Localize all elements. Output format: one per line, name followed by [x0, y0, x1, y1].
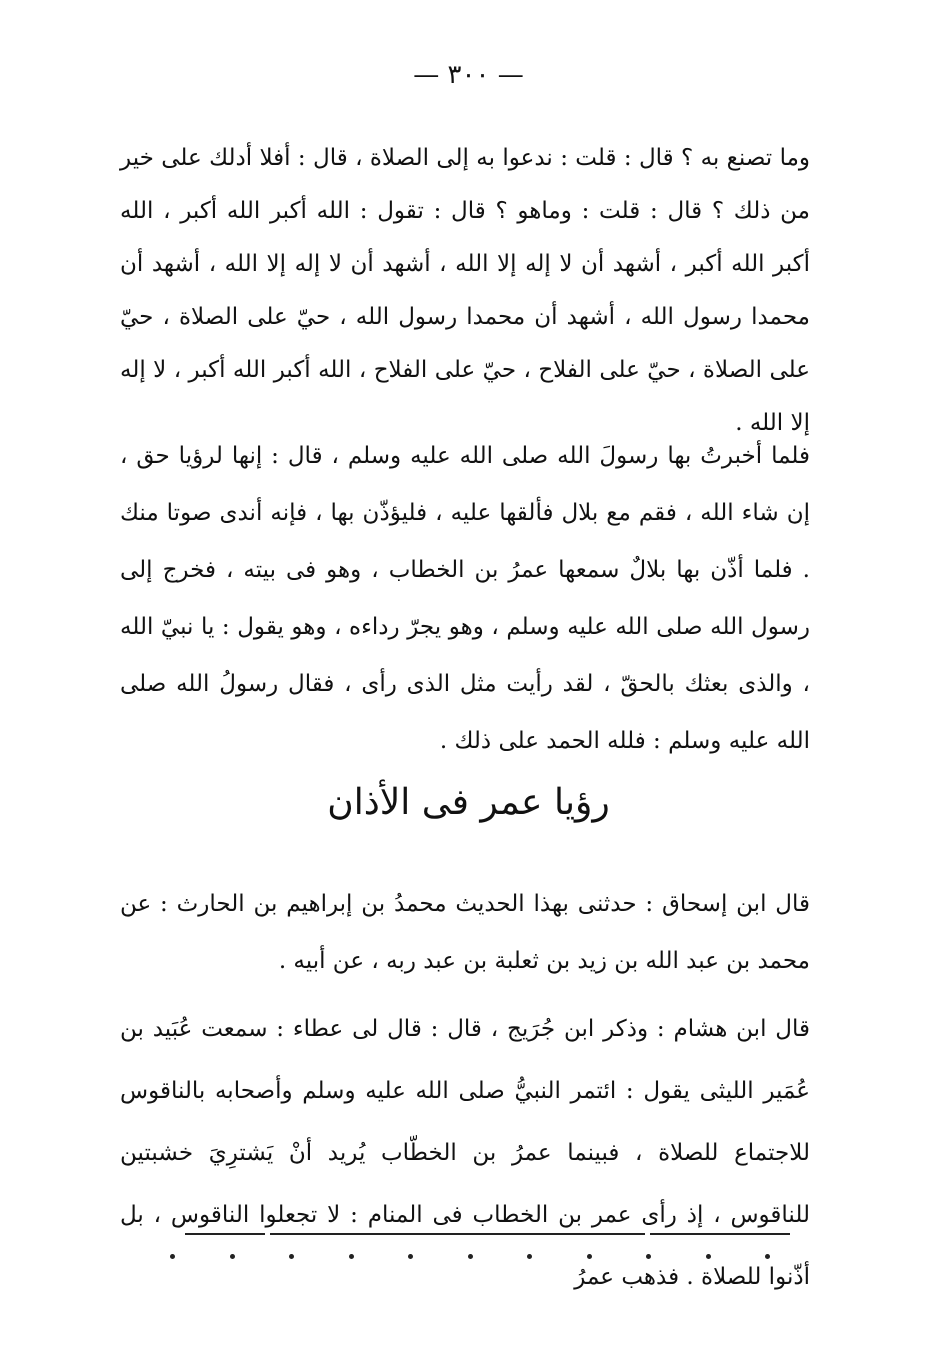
- paragraph-text: وما تصنع به ؟ قال : قلت : ندعوا به إلى الصلاة ، قال : أفلا أدلك على خير من ذلك ؟ قال : قلت : وماهو ؟ قال : تقول : الله أكبر الله أكبر ، الله أكبر الله أكبر ، أشهد أن لا إله إلا الله ، أشهد أن لا إله إلا الله ، أشهد أن محمدا رسول الله ، أشهد أن محمدا رسول الله ، حيّ على الصلاة ، حيّ على الصلاة ، حيّ على الفلاح ، حيّ على الفلاح ، الله أكبر الله أكبر ، لا إله إلا الله .: [120, 145, 810, 436]
- paragraph-text: قال ابن إسحاق : حدثنى بهذا الحديث محمدُ بن إبراهيم بن الحارث : عن محمد بن عبد الله بن زيد بن ثعلبة بن عبد ربه ، عن أبيه .: [120, 891, 810, 974]
- footer-dot: [587, 1254, 592, 1259]
- footer-dot: [646, 1254, 651, 1259]
- footer-dot: [349, 1254, 354, 1259]
- footer-rule: [270, 1233, 645, 1235]
- paragraph-text: فلما أخبرتُ بها رسولَ الله صلى الله عليه وسلم ، قال : إنها لرؤيا حق ، إن شاء الله ، فقم مع بلال فألقها عليه ، فليؤذّن بها ، فإنه أندى صوتا منك . فلما أذّن بها بلالٌ سمعها عمرُ بن الخطاب ، وهو فى بيته ، فخرج إلى رسول الله صلى الله عليه وسلم ، وهو يجرّ رداءه ، وهو يقول : يا نبيّ الله ، والذى بعثك بالحقّ ، لقد رأيت مثل الذى رأى ، فقال رسولُ الله صلى الله عليه وسلم : فلله الحمد على ذلك .: [120, 443, 810, 754]
- section-title: رؤيا عمر فى الأذان: [327, 782, 610, 823]
- footer-dot: [230, 1254, 235, 1259]
- footer-dots: [170, 1254, 770, 1259]
- footer-dot: [289, 1254, 294, 1259]
- footer-dot: [765, 1254, 770, 1259]
- paragraph-bilal: [120, 428, 810, 770]
- footer-dot: [527, 1254, 532, 1259]
- footer-rule: [650, 1233, 790, 1235]
- footer-dot: [468, 1254, 473, 1259]
- paragraph-ibn-ishaq: [120, 876, 810, 990]
- paragraph-adhan-text: [120, 132, 810, 450]
- page-number: — ٣٠٠ —: [413, 60, 524, 90]
- footer-dot: [408, 1254, 413, 1259]
- footer-dot: [706, 1254, 711, 1259]
- paragraph-text: قال ابن هشام : وذكر ابن جُرَيج ، قال : قال لى عطاء : سمعت عُبَيد بن عُمَير الليثى يقول : ائتمر النبيُّ صلى الله عليه وسلم وأصحابه بالناقوس للاجتماع للصلاة ، فبينما عمرُ بن الخطّاب يُريد أنْ يَشترِيَ خشبتين للناقوس ، إذ رأى عمر بن الخطاب فى المنام : لا تجعلوا الناقوس ، بل أذّنوا للصلاة . فذهب عمرُ: [120, 1016, 810, 1290]
- footer-rule: [185, 1233, 265, 1235]
- paragraph-ibn-hisham: [120, 998, 810, 1308]
- footer-dot: [170, 1254, 175, 1259]
